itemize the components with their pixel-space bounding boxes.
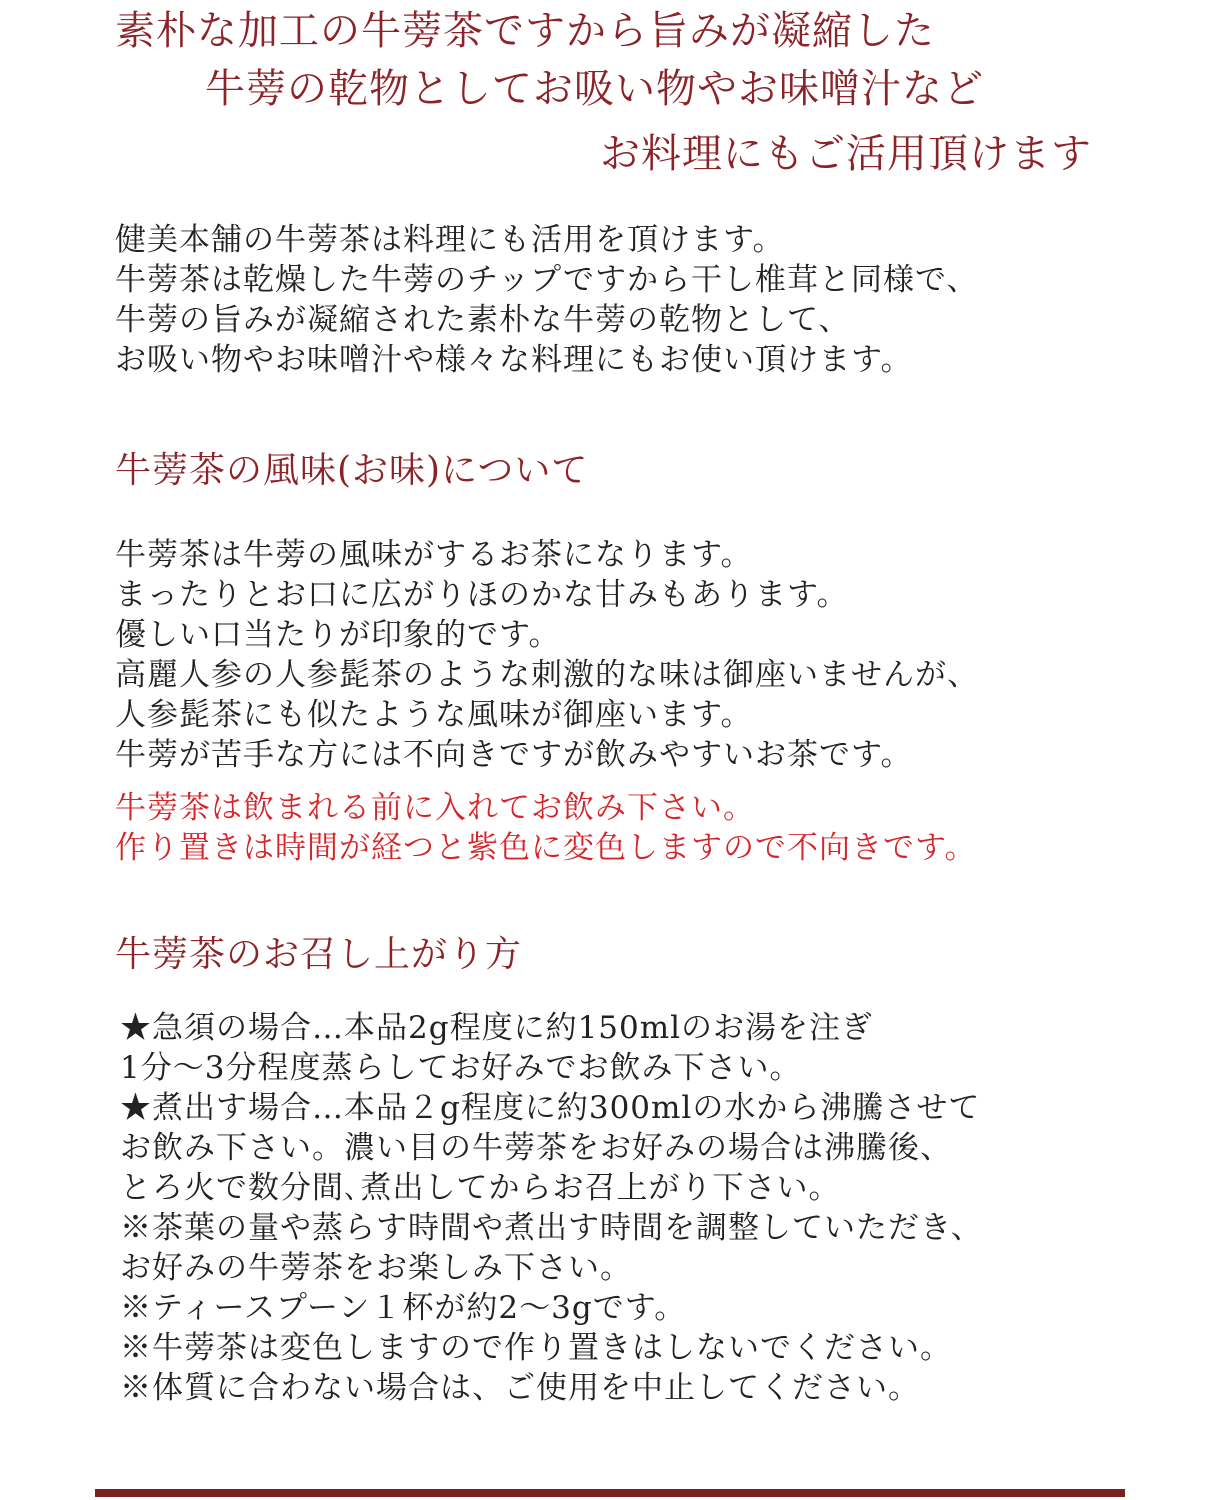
text-line: お吸い物やお味噌汁や様々な料理にもお使い頂けます。 [115,342,913,378]
intro-line-2: 牛蒡の乾物としてお吸い物やお味噌汁など [205,66,984,112]
text-line: 1分～3分程度蒸らしてお好みでお飲み下さい。 [120,1050,802,1086]
text-line: 牛蒡が苦手な方には不向きですが飲みやすいお茶です。 [115,737,913,773]
text-line: ※牛蒡茶は変色しますので作り置きはしないでください。 [120,1330,952,1366]
how-to-drink-section-title: 牛蒡茶のお召し上がり方 [115,934,523,975]
text-line: お飲み下さい。濃い目の牛蒡茶をお好みの場合は沸騰後、 [120,1130,952,1166]
text-line: ★急須の場合…本品2g程度に約150mlのお湯を注ぎ [120,1010,874,1046]
section-divider [95,1489,1125,1497]
cooking-usage-paragraph [115,220,978,380]
text-line: 優しい口当たりが印象的です。 [115,617,561,653]
how-to-drink-paragraph [120,1008,983,1408]
warning-line: 牛蒡茶は飲まれる前に入れてお飲み下さい。 [115,790,755,826]
intro-line-3: お料理にもご活用頂けます [600,131,1092,177]
flavor-section-title: 牛蒡茶の風味(お味)について [115,450,589,491]
text-line: お好みの牛蒡茶をお楽しみ下さい。 [120,1250,632,1286]
text-line: とろ火で数分間､煮出してからお召上がり下さい。 [120,1170,841,1206]
text-line: ※体質に合わない場合は、ご使用を中止してください。 [120,1370,920,1406]
text-line: まったりとお口に広がりほのかな甘みもあります。 [115,577,849,613]
intro-line-1: 素朴な加工の牛蒡茶ですから旨みが凝縮した [115,8,935,54]
text-line: 牛蒡の旨みが凝縮された素朴な牛蒡の乾物として、 [115,302,851,338]
text-line: 牛蒡茶は牛蒡の風味がするお茶になります。 [115,537,753,573]
flavor-paragraph [115,535,979,775]
text-line: ※ティースプーン１杯が約2～3gです。 [120,1290,687,1326]
text-line: ※茶葉の量や蒸らす時間や煮出す時間を調整していただき、 [120,1210,983,1246]
warning-line: 作り置きは時間が経つと紫色に変色しますので不向きです。 [115,830,977,866]
text-line: 高麗人参の人参髭茶のような刺激的な味は御座いませんが、 [115,657,979,693]
flavor-warning [115,788,977,868]
text-line: 牛蒡茶は乾燥した牛蒡のチップですから干し椎茸と同様で、 [115,262,979,298]
text-line: 健美本舗の牛蒡茶は料理にも活用を頂けます。 [115,222,785,258]
text-line: ★煮出す場合…本品２g程度に約300mlの水から沸騰させて [120,1090,981,1126]
text-line: 人参髭茶にも似たような風味が御座います。 [115,697,753,733]
